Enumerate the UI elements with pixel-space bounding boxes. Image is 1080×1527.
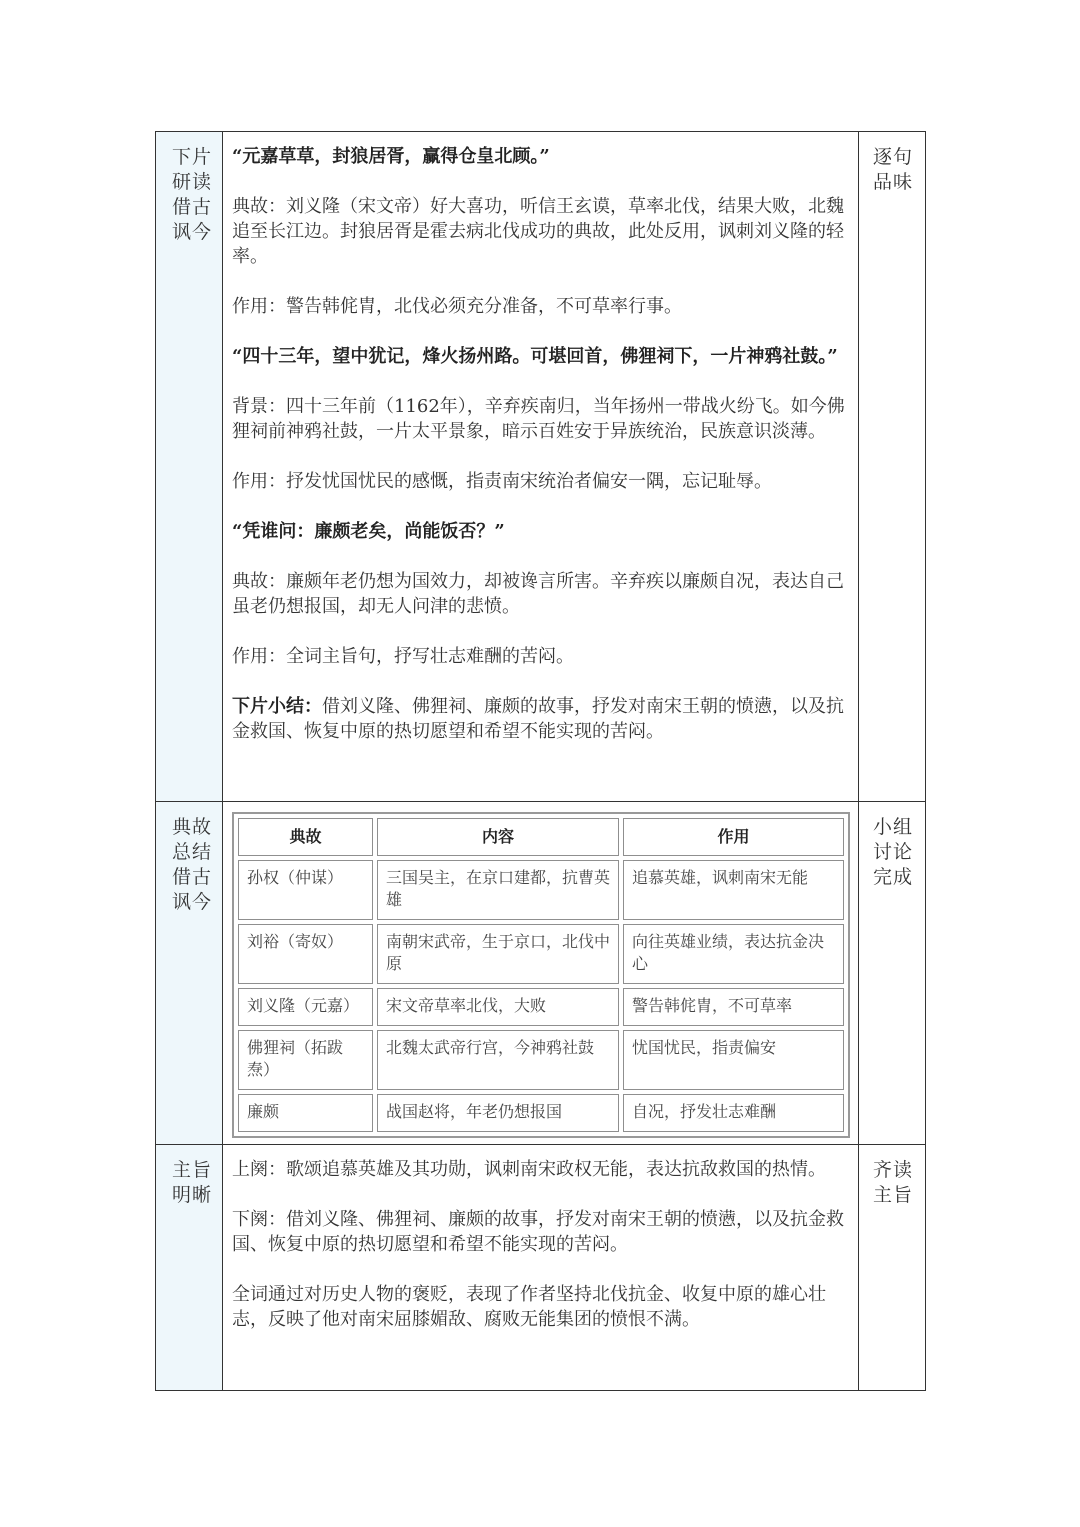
- left-label: 主旨 明晰: [172, 1159, 213, 1206]
- lesson-table: [155, 131, 926, 1391]
- allusion-1: 典故：刘义隆（宋文帝）好大喜功，听信王玄谟，草率北伐，结果大败，北魏追至长江边。封狼居胥是霍去病北伐成功的典故，此处反用，讽刺刘义隆的轻率。: [232, 196, 844, 267]
- right-cell: [859, 802, 926, 1145]
- effect-3: 作用：全词主旨句，抒写壮志难酬的苦闷。: [232, 646, 574, 667]
- left-label: 下片 研读 借古 讽今: [172, 146, 213, 243]
- whole-poem: 全词通过对历史人物的褒贬，表现了作者坚持北伐抗金、收复中原的雄心壮志，反映了他对南宋屈膝媚敌、腐败无能集团的愤恨不满。: [232, 1284, 826, 1330]
- header-content: 内容: [377, 818, 619, 856]
- right-cell: [859, 132, 926, 802]
- part2-summary: [232, 694, 848, 744]
- header-allusion: 典故: [238, 818, 373, 856]
- table-row: 佛狸祠（拓跋焘） 北魏太武帝行宫，今神鸦社鼓 忧国忧民，指责偏安: [238, 1030, 844, 1090]
- table-row: 廉颇 战国赵将，年老仍想报国 自况，抒发壮志难酬: [238, 1094, 844, 1132]
- header-effect: 作用: [623, 818, 844, 856]
- summary-text: 借刘义隆、佛狸祠、廉颇的故事，抒发对南宋王朝的愤懑，以及抗金救国、恢复中原的热切愿望和希望不能实现的苦闷。: [232, 696, 844, 742]
- table-row: 孙权（仲谋） 三国吴主，在京口建都，抗曹英雄 追慕英雄，讽刺南宋无能: [238, 860, 844, 920]
- left-cell: [156, 1145, 223, 1391]
- allusion-table: [232, 812, 850, 1138]
- content-cell: [223, 802, 859, 1145]
- content-cell: [223, 1145, 859, 1391]
- summary-label: 下片小结：: [232, 696, 322, 717]
- table-row: 刘裕（寄奴） 南朝宋武帝，生于京口，北伐中原 向往英雄业绩，表达抗金决心: [238, 924, 844, 984]
- content-cell: [223, 132, 859, 802]
- allusion-3: 典故：廉颇年老仍想为国效力，却被谗言所害。辛弃疾以廉颇自况，表达自己虽老仍想报国，却无人问津的悲愤。: [232, 571, 844, 617]
- row-allusion-summary: [156, 802, 926, 1145]
- quote-3: “凭谁问：廉颇老矣，尚能饭否？”: [232, 521, 505, 542]
- table-row: 刘义隆（元嘉） 宋文帝草率北伐，大败 警告韩侂胄，不可草率: [238, 988, 844, 1026]
- left-cell: [156, 132, 223, 802]
- row-part2-study: [156, 132, 926, 802]
- lower-stanza: 下阕：借刘义隆、佛狸祠、廉颇的故事，抒发对南宋王朝的愤懑，以及抗金救国、恢复中原的热切愿望和希望不能实现的苦闷。: [232, 1209, 844, 1255]
- left-label: 典故 总结 借古 讽今: [172, 816, 213, 913]
- background-2: 背景：四十三年前（1162年），辛弃疾南归，当年扬州一带战火纷飞。如今佛狸祠前神鸦社鼓，一片太平景象，暗示百姓安于异族统治，民族意识淡薄。: [232, 396, 845, 442]
- right-label: 齐读 主旨: [873, 1159, 914, 1206]
- quote-1: “元嘉草草，封狼居胥，赢得仓皇北顾。”: [232, 146, 550, 167]
- quote-2: “四十三年，望中犹记，烽火扬州路。可堪回首，佛狸祠下，一片神鸦社鼓。”: [232, 346, 838, 367]
- upper-stanza: 上阕：歌颂追慕英雄及其功勋，讽刺南宋政权无能，表达抗敌救国的热情。: [232, 1159, 826, 1180]
- table-header-row: [238, 818, 844, 856]
- right-cell: [859, 1145, 926, 1391]
- effect-2: 作用：抒发忧国忧民的感慨，指责南宋统治者偏安一隅，忘记耻辱。: [232, 471, 772, 492]
- left-cell: [156, 802, 223, 1145]
- right-label: 小组 讨论 完成: [873, 816, 914, 888]
- right-label: 逐句 品味: [873, 146, 914, 193]
- row-theme: [156, 1145, 926, 1391]
- effect-1: 作用：警告韩侂胄，北伐必须充分准备，不可草率行事。: [232, 296, 682, 317]
